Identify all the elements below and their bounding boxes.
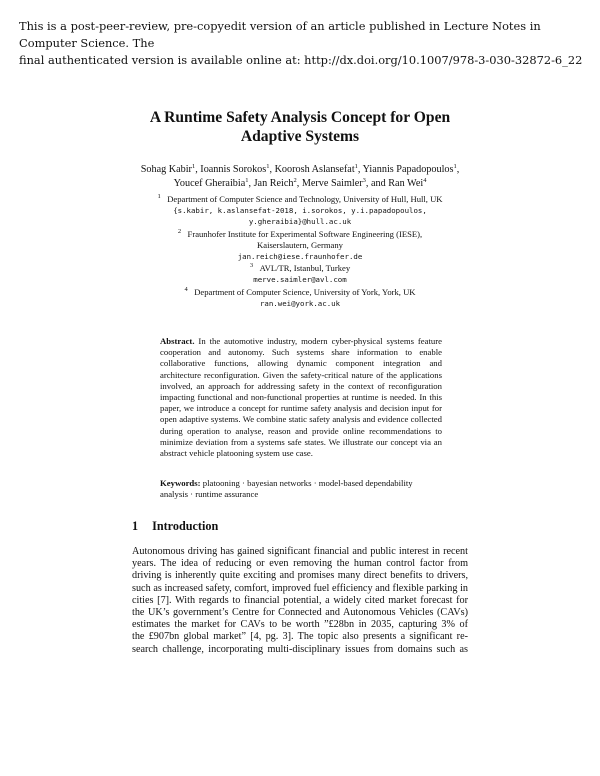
section-number: 1 (132, 519, 139, 533)
title-line-2: Adaptive Systems (240, 128, 360, 145)
author-name: Youcef Gheraibia (173, 178, 246, 189)
author-affiliation-mark: 1 (245, 177, 249, 184)
section-title: Introduction (152, 519, 219, 533)
affiliation-4 (132, 287, 468, 309)
abstract-text: In the automotive industry, modern cyber-physical systems feature cooperation and autonomy. Such systems share information to enable collaborative functions, allowing dynamic component integration and architecture reconfiguration. Given the safety-critical nature of the applications involved, an approach for addressing safety in the context of reconfiguration impacting functional and non-functional properties at runtime is needed. In this paper, we introduce a concept for runtime safety analysis and decision input for open adaptive systems. We combine static safety analysis and evidence collected during operation to analyse, reason and provide online recommendations to minimize deviation from a systems safe states. We illustrate our concept via an abstract vehicle platooning system use case. (160, 336, 442, 459)
author-line-1: Sohag Kabir$^1$, Ioannis Sorokos$^1$, Koorosh Aslansefat$^1$, Yiannis Papadopoulos$^1$, (140, 163, 460, 175)
affiliation-number: 1 (157, 193, 161, 200)
paragraph-line: Autonomous driving has gained significant financial and public interest in recent (132, 546, 468, 557)
author-name: Ran Wei (388, 178, 424, 189)
author-affiliation-mark: 4 (423, 177, 427, 184)
keywords-label: Keywords: (160, 478, 201, 488)
affiliation-number: 4 (184, 285, 188, 293)
notice-line-1: This is a post-peer-review, pre-copyedit version of an article published in Lecture Notes in Computer Science. The (19, 19, 541, 50)
affiliation-text: Fraunhofer Institute for Experimental Software Engineering (IESE), (187, 228, 423, 239)
affiliation-number: 3 (249, 262, 254, 270)
paragraph-line: cities [7]. With regards to financial potential, a widely cited market forecast for (132, 594, 468, 606)
affiliation-text: AVL/TR, Istanbul, Turkey (259, 263, 351, 274)
paragraph-line: years. The idea of reducing or even removing the human control factor from (132, 558, 468, 570)
affiliation-email: merve.saimler@avl.com (253, 275, 347, 285)
author-name: Yiannis Papadopoulos (362, 164, 454, 175)
affiliation-text: Kaiserslautern, Germany (257, 239, 343, 250)
author-name: Jan Reich (253, 178, 294, 189)
notice-line-2: final authenticated version is available online at: http://dx.doi.org/10.1007/978-3-030-32872-6_22 (19, 53, 583, 67)
affiliation-3 (132, 263, 468, 285)
author-name: Sohag Kabir (140, 164, 192, 175)
title-line-1: A Runtime Safety Analysis Concept for Open (149, 109, 451, 126)
author-affiliation-mark: 3 (362, 177, 366, 184)
paragraph-line: search challenge, incorporating multi-disciplinary issues from domains such as (132, 643, 468, 655)
author-affiliation-mark: 1 (453, 163, 457, 170)
affiliation-text: Department of Computer Science and Technology, University of Hull, Hull, UK (167, 194, 443, 204)
author-name: Koorosh Aslansefat (274, 164, 355, 175)
author-list (100, 163, 500, 191)
author-affiliation-mark: 1 (191, 163, 196, 170)
abstract-label: Abstract. (160, 336, 195, 346)
affiliation-email: ran.wei@york.ac.uk (259, 298, 341, 308)
paragraph-line: the UK’s government’s Centre for Connected and Autonomous Vehicles (CAVs) (132, 607, 468, 619)
paragraph-line: driving is inherently quite exciting and promises many direct benefits to drivers, (132, 570, 468, 582)
paragraph-line: estimates the market for CAVs to be worth ”£28bn in 2035, capturing 3% of (132, 619, 468, 631)
keywords (160, 478, 442, 500)
intro-paragraph (132, 546, 468, 656)
affiliation-email: {s.kabir, k.aslansefat-2018, i.sorokos, y.i.papadopoulos, (173, 206, 427, 216)
author-line-2: Youcef Gheraibia$^1$, Jan Reich$^2$, Merve Saimler$^3$, and Ran Wei$^4$ (173, 177, 427, 189)
affiliation-1 (132, 194, 468, 228)
author-name: Ioannis Sorokos (200, 164, 267, 175)
section-heading (132, 519, 218, 534)
author-name: Merve Saimler (301, 178, 363, 189)
paper-title (100, 108, 500, 146)
abstract (160, 336, 442, 459)
author-affiliation-mark: 1 (266, 163, 270, 170)
author-affiliation-mark: 1 (354, 163, 358, 170)
affiliation-number: 2 (177, 227, 182, 235)
keywords-text: platooning · bayesian networks · model-based dependability analysis · runtime assurance (160, 478, 413, 500)
author-affiliation-mark: 2 (293, 177, 297, 184)
preprint-notice (19, 18, 589, 69)
affiliation-list (132, 194, 468, 310)
affiliation-email: y.gheraibia}@hull.ac.uk (248, 217, 352, 227)
affiliation-email: jan.reich@iese.fraunhofer.de (237, 252, 363, 262)
affiliation-text: Department of Computer Science, University of York, York, UK (194, 286, 416, 297)
paragraph-line: the £907bn global market” [4, pg. 3]. The topic also presents a significant re- (132, 631, 468, 643)
affiliation-2 (132, 229, 468, 263)
paragraph-line: such as increased safety, comfort, improved fuel efficiency and flexible parking in (132, 582, 468, 594)
